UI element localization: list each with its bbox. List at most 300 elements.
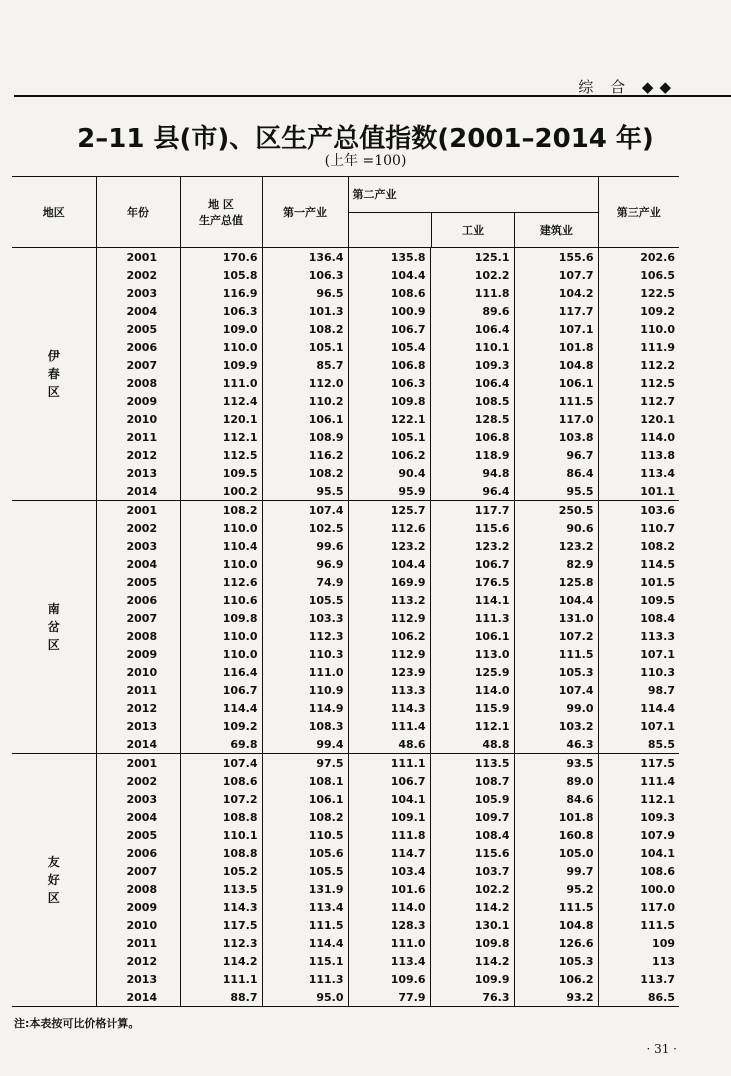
value-cell: 107.1: [514, 320, 598, 338]
year-cell: 2001: [96, 754, 180, 773]
table-row: [12, 374, 679, 392]
year-cell: 2014: [96, 482, 180, 501]
table-row: [12, 790, 679, 808]
value-cell: 106.7: [180, 681, 262, 699]
value-cell: 104.8: [514, 916, 598, 934]
year-cell: 2011: [96, 681, 180, 699]
value-cell: 95.2: [514, 880, 598, 898]
value-cell: 103.6: [598, 501, 679, 520]
value-cell: 106.2: [348, 446, 430, 464]
value-cell: 108.5: [430, 392, 514, 410]
value-cell: 95.5: [514, 482, 598, 501]
region-label: 伊 春 区: [12, 248, 96, 501]
year-cell: 2004: [96, 555, 180, 573]
value-cell: 114.2: [430, 952, 514, 970]
value-cell: 131.9: [262, 880, 348, 898]
value-cell: 85.5: [598, 735, 679, 754]
value-cell: 112.5: [180, 446, 262, 464]
value-cell: 113.3: [348, 681, 430, 699]
value-cell: 111.5: [598, 916, 679, 934]
value-cell: 109.8: [348, 392, 430, 410]
value-cell: 111.0: [180, 374, 262, 392]
value-cell: 114.3: [348, 699, 430, 717]
year-cell: 2002: [96, 266, 180, 284]
table-row: [12, 609, 679, 627]
value-cell: 101.1: [598, 482, 679, 501]
value-cell: 112.6: [348, 519, 430, 537]
value-cell: 97.5: [262, 754, 348, 773]
value-cell: 111.5: [514, 898, 598, 916]
value-cell: 113.5: [430, 754, 514, 773]
year-cell: 2006: [96, 844, 180, 862]
table-row: [12, 844, 679, 862]
table-row: [12, 663, 679, 681]
value-cell: 117.5: [180, 916, 262, 934]
value-cell: 100.0: [598, 880, 679, 898]
value-cell: 109: [598, 934, 679, 952]
year-cell: 2012: [96, 699, 180, 717]
table-row: [12, 573, 679, 591]
value-cell: 105.5: [262, 862, 348, 880]
value-cell: 106.2: [348, 627, 430, 645]
value-cell: 115.6: [430, 844, 514, 862]
value-cell: 123.9: [348, 663, 430, 681]
value-cell: 101.8: [514, 338, 598, 356]
year-cell: 2007: [96, 609, 180, 627]
table-row: [12, 464, 679, 482]
value-cell: 123.2: [514, 537, 598, 555]
value-cell: 69.8: [180, 735, 262, 754]
value-cell: 104.1: [598, 844, 679, 862]
value-cell: 108.6: [348, 284, 430, 302]
table-row: [12, 988, 679, 1007]
footnote: 注:本表按可比价格计算。: [14, 1017, 140, 1030]
value-cell: 94.8: [430, 464, 514, 482]
value-cell: 202.6: [598, 248, 679, 267]
year-cell: 2010: [96, 410, 180, 428]
value-cell: 160.8: [514, 826, 598, 844]
value-cell: 114.0: [348, 898, 430, 916]
value-cell: 176.5: [430, 573, 514, 591]
year-cell: 2013: [96, 717, 180, 735]
value-cell: 108.6: [180, 772, 262, 790]
value-cell: 123.2: [348, 537, 430, 555]
value-cell: 109.5: [598, 591, 679, 609]
year-cell: 2001: [96, 501, 180, 520]
value-cell: 96.5: [262, 284, 348, 302]
header-divider: [14, 95, 731, 97]
value-cell: 103.4: [348, 862, 430, 880]
page-number: · 31 ·: [646, 1042, 677, 1056]
year-cell: 2004: [96, 808, 180, 826]
value-cell: 114.4: [262, 934, 348, 952]
year-cell: 2009: [96, 898, 180, 916]
table-row: [12, 555, 679, 573]
value-cell: 110.0: [180, 338, 262, 356]
section-header: 综 合 ◆◆: [578, 78, 677, 96]
value-cell: 105.8: [180, 266, 262, 284]
value-cell: 104.4: [348, 555, 430, 573]
value-cell: 85.7: [262, 356, 348, 374]
value-cell: 109.1: [348, 808, 430, 826]
value-cell: 96.9: [262, 555, 348, 573]
col-header-primary: 第一产业: [262, 177, 348, 248]
value-cell: 112.1: [598, 790, 679, 808]
year-cell: 2006: [96, 338, 180, 356]
value-cell: 102.5: [262, 519, 348, 537]
value-cell: 101.6: [348, 880, 430, 898]
value-cell: 106.4: [430, 374, 514, 392]
value-cell: 125.1: [430, 248, 514, 267]
value-cell: 106.3: [180, 302, 262, 320]
value-cell: 114.4: [180, 699, 262, 717]
value-cell: 108.8: [180, 844, 262, 862]
value-cell: 77.9: [348, 988, 430, 1007]
value-cell: 105.1: [262, 338, 348, 356]
value-cell: 109.3: [598, 808, 679, 826]
value-cell: 103.2: [514, 717, 598, 735]
value-cell: 109.2: [598, 302, 679, 320]
value-cell: 112.7: [598, 392, 679, 410]
value-cell: 111.5: [514, 645, 598, 663]
col-header-tertiary: 第三产业: [598, 177, 679, 248]
value-cell: 169.9: [348, 573, 430, 591]
gdp-index-table: [12, 176, 679, 1007]
value-cell: 46.3: [514, 735, 598, 754]
value-cell: 89.0: [514, 772, 598, 790]
value-cell: 111.3: [430, 609, 514, 627]
value-cell: 105.2: [180, 862, 262, 880]
region-label: 友 好 区: [12, 754, 96, 1007]
value-cell: 110.5: [262, 826, 348, 844]
value-cell: 112.0: [262, 374, 348, 392]
value-cell: 112.1: [430, 717, 514, 735]
value-cell: 113.4: [348, 952, 430, 970]
value-cell: 74.9: [262, 573, 348, 591]
value-cell: 90.6: [514, 519, 598, 537]
table-row: [12, 952, 679, 970]
value-cell: 112.1: [180, 428, 262, 446]
value-cell: 106.8: [348, 356, 430, 374]
value-cell: 110.4: [180, 537, 262, 555]
year-cell: 2010: [96, 916, 180, 934]
table-row: [12, 284, 679, 302]
year-cell: 2009: [96, 392, 180, 410]
year-cell: 2007: [96, 862, 180, 880]
year-cell: 2011: [96, 934, 180, 952]
value-cell: 117.5: [598, 754, 679, 773]
value-cell: 88.7: [180, 988, 262, 1007]
value-cell: 110.0: [180, 645, 262, 663]
value-cell: 107.4: [180, 754, 262, 773]
value-cell: 99.6: [262, 537, 348, 555]
value-cell: 107.9: [598, 826, 679, 844]
table-row: [12, 519, 679, 537]
table-row: [12, 446, 679, 464]
value-cell: 123.2: [430, 537, 514, 555]
value-cell: 100.9: [348, 302, 430, 320]
value-cell: 111.1: [180, 970, 262, 988]
value-cell: 111.0: [262, 663, 348, 681]
year-cell: 2013: [96, 464, 180, 482]
value-cell: 109.3: [430, 356, 514, 374]
value-cell: 106.3: [262, 266, 348, 284]
table-subtitle: (上年 =100): [324, 153, 407, 169]
table-row: [12, 699, 679, 717]
value-cell: 84.6: [514, 790, 598, 808]
value-cell: 106.7: [348, 320, 430, 338]
value-cell: 108.9: [262, 428, 348, 446]
value-cell: 111.4: [598, 772, 679, 790]
year-cell: 2012: [96, 446, 180, 464]
value-cell: 48.8: [430, 735, 514, 754]
value-cell: 106.7: [348, 772, 430, 790]
year-cell: 2003: [96, 790, 180, 808]
table-row: [12, 916, 679, 934]
value-cell: 111.1: [348, 754, 430, 773]
value-cell: 110.1: [180, 826, 262, 844]
year-cell: 2003: [96, 537, 180, 555]
region-label: 南 岔 区: [12, 501, 96, 754]
value-cell: 102.2: [430, 266, 514, 284]
value-cell: 111.8: [348, 826, 430, 844]
year-cell: 2002: [96, 772, 180, 790]
value-cell: 122.5: [598, 284, 679, 302]
value-cell: 104.8: [514, 356, 598, 374]
year-cell: 2005: [96, 320, 180, 338]
value-cell: 101.8: [514, 808, 598, 826]
col-header-industry: 工业: [431, 213, 514, 248]
value-cell: 108.6: [598, 862, 679, 880]
value-cell: 114.5: [598, 555, 679, 573]
value-cell: 105.1: [348, 428, 430, 446]
table-row: [12, 808, 679, 826]
value-cell: 155.6: [514, 248, 598, 267]
table-row: [12, 428, 679, 446]
value-cell: 128.5: [430, 410, 514, 428]
year-cell: 2013: [96, 970, 180, 988]
value-cell: 109.8: [180, 609, 262, 627]
year-cell: 2012: [96, 952, 180, 970]
value-cell: 90.4: [348, 464, 430, 482]
value-cell: 105.3: [514, 663, 598, 681]
value-cell: 103.8: [514, 428, 598, 446]
table-row: [12, 338, 679, 356]
value-cell: 82.9: [514, 555, 598, 573]
value-cell: 110.3: [262, 645, 348, 663]
table-row: [12, 302, 679, 320]
value-cell: 114.1: [430, 591, 514, 609]
value-cell: 107.1: [598, 717, 679, 735]
value-cell: 114.0: [598, 428, 679, 446]
table-row: [12, 320, 679, 338]
value-cell: 111.5: [262, 916, 348, 934]
value-cell: 116.9: [180, 284, 262, 302]
value-cell: 106.1: [514, 374, 598, 392]
value-cell: 113.0: [430, 645, 514, 663]
value-cell: 106.5: [598, 266, 679, 284]
value-cell: 113.5: [180, 880, 262, 898]
value-cell: 110.2: [262, 392, 348, 410]
year-cell: 2009: [96, 645, 180, 663]
value-cell: 106.1: [262, 790, 348, 808]
value-cell: 112.5: [598, 374, 679, 392]
value-cell: 128.3: [348, 916, 430, 934]
value-cell: 108.2: [262, 320, 348, 338]
value-cell: 108.2: [598, 537, 679, 555]
year-cell: 2005: [96, 573, 180, 591]
value-cell: 104.4: [514, 591, 598, 609]
value-cell: 125.7: [348, 501, 430, 520]
table-row: [12, 862, 679, 880]
value-cell: 111.5: [514, 392, 598, 410]
value-cell: 113.4: [262, 898, 348, 916]
col-header-secondary: 第二产业: [349, 177, 598, 213]
value-cell: 117.0: [598, 898, 679, 916]
value-cell: 108.4: [430, 826, 514, 844]
year-cell: 2004: [96, 302, 180, 320]
value-cell: 96.4: [430, 482, 514, 501]
value-cell: 109.9: [180, 356, 262, 374]
year-cell: 2010: [96, 663, 180, 681]
value-cell: 115.6: [430, 519, 514, 537]
value-cell: 125.9: [430, 663, 514, 681]
value-cell: 101.3: [262, 302, 348, 320]
value-cell: 125.8: [514, 573, 598, 591]
value-cell: 107.2: [180, 790, 262, 808]
value-cell: 108.2: [262, 808, 348, 826]
value-cell: 95.9: [348, 482, 430, 501]
value-cell: 106.1: [262, 410, 348, 428]
value-cell: 114.9: [262, 699, 348, 717]
year-cell: 2006: [96, 591, 180, 609]
value-cell: 120.1: [180, 410, 262, 428]
table-row: [12, 934, 679, 952]
value-cell: 114.2: [180, 952, 262, 970]
value-cell: 100.2: [180, 482, 262, 501]
year-cell: 2011: [96, 428, 180, 446]
col-header-construction: 建筑业: [514, 213, 597, 248]
value-cell: 113.7: [598, 970, 679, 988]
value-cell: 109.5: [180, 464, 262, 482]
value-cell: 122.1: [348, 410, 430, 428]
value-cell: 110.0: [598, 320, 679, 338]
table-row: [12, 537, 679, 555]
value-cell: 105.3: [514, 952, 598, 970]
value-cell: 107.4: [514, 681, 598, 699]
value-cell: 104.2: [514, 284, 598, 302]
value-cell: 111.0: [348, 934, 430, 952]
value-cell: 99.0: [514, 699, 598, 717]
value-cell: 130.1: [430, 916, 514, 934]
col-header-year: 年份: [96, 177, 180, 248]
value-cell: 109.7: [430, 808, 514, 826]
value-cell: 126.6: [514, 934, 598, 952]
value-cell: 112.9: [348, 645, 430, 663]
value-cell: 106.7: [430, 555, 514, 573]
table-row: [12, 970, 679, 988]
value-cell: 115.9: [430, 699, 514, 717]
table-row: [12, 754, 679, 773]
value-cell: 117.0: [514, 410, 598, 428]
year-cell: 2014: [96, 988, 180, 1007]
table-row: [12, 591, 679, 609]
value-cell: 106.8: [430, 428, 514, 446]
value-cell: 114.2: [430, 898, 514, 916]
table-row: [12, 717, 679, 735]
value-cell: 110.0: [180, 555, 262, 573]
table-row: [12, 880, 679, 898]
table-title: 2–11 县(市)、区生产总值指数(2001–2014 年): [77, 124, 654, 154]
value-cell: 110.7: [598, 519, 679, 537]
value-cell: 114.3: [180, 898, 262, 916]
value-cell: 107.2: [514, 627, 598, 645]
table-row: [12, 392, 679, 410]
value-cell: 111.4: [348, 717, 430, 735]
value-cell: 120.1: [598, 410, 679, 428]
value-cell: 105.9: [430, 790, 514, 808]
year-cell: 2001: [96, 248, 180, 267]
value-cell: 111.3: [262, 970, 348, 988]
value-cell: 108.2: [180, 501, 262, 520]
value-cell: 107.4: [262, 501, 348, 520]
value-cell: 103.7: [430, 862, 514, 880]
year-cell: 2014: [96, 735, 180, 754]
year-cell: 2003: [96, 284, 180, 302]
year-cell: 2002: [96, 519, 180, 537]
year-cell: 2007: [96, 356, 180, 374]
value-cell: 99.7: [514, 862, 598, 880]
col-header-gdp: 地 区 生产总值: [180, 177, 262, 248]
value-cell: 103.3: [262, 609, 348, 627]
value-cell: 113.2: [348, 591, 430, 609]
value-cell: 116.2: [262, 446, 348, 464]
year-cell: 2005: [96, 826, 180, 844]
value-cell: 102.2: [430, 880, 514, 898]
table-row: [12, 356, 679, 374]
value-cell: 101.5: [598, 573, 679, 591]
value-cell: 135.8: [348, 248, 430, 267]
value-cell: 116.4: [180, 663, 262, 681]
year-cell: 2008: [96, 627, 180, 645]
value-cell: 114.7: [348, 844, 430, 862]
value-cell: 105.4: [348, 338, 430, 356]
value-cell: 108.7: [430, 772, 514, 790]
value-cell: 109.8: [430, 934, 514, 952]
value-cell: 110.9: [262, 681, 348, 699]
value-cell: 109.9: [430, 970, 514, 988]
value-cell: 93.2: [514, 988, 598, 1007]
value-cell: 131.0: [514, 609, 598, 627]
value-cell: 118.9: [430, 446, 514, 464]
value-cell: 104.4: [348, 266, 430, 284]
value-cell: 95.0: [262, 988, 348, 1007]
value-cell: 117.7: [514, 302, 598, 320]
value-cell: 86.5: [598, 988, 679, 1007]
col-header-secondary-group: [348, 177, 598, 248]
value-cell: 105.5: [262, 591, 348, 609]
value-cell: 105.0: [514, 844, 598, 862]
table-row: [12, 826, 679, 844]
value-cell: 105.6: [262, 844, 348, 862]
table-row: [12, 266, 679, 284]
value-cell: 136.4: [262, 248, 348, 267]
value-cell: 108.3: [262, 717, 348, 735]
value-cell: 106.2: [514, 970, 598, 988]
value-cell: 112.3: [262, 627, 348, 645]
value-cell: 95.5: [262, 482, 348, 501]
value-cell: 89.6: [430, 302, 514, 320]
